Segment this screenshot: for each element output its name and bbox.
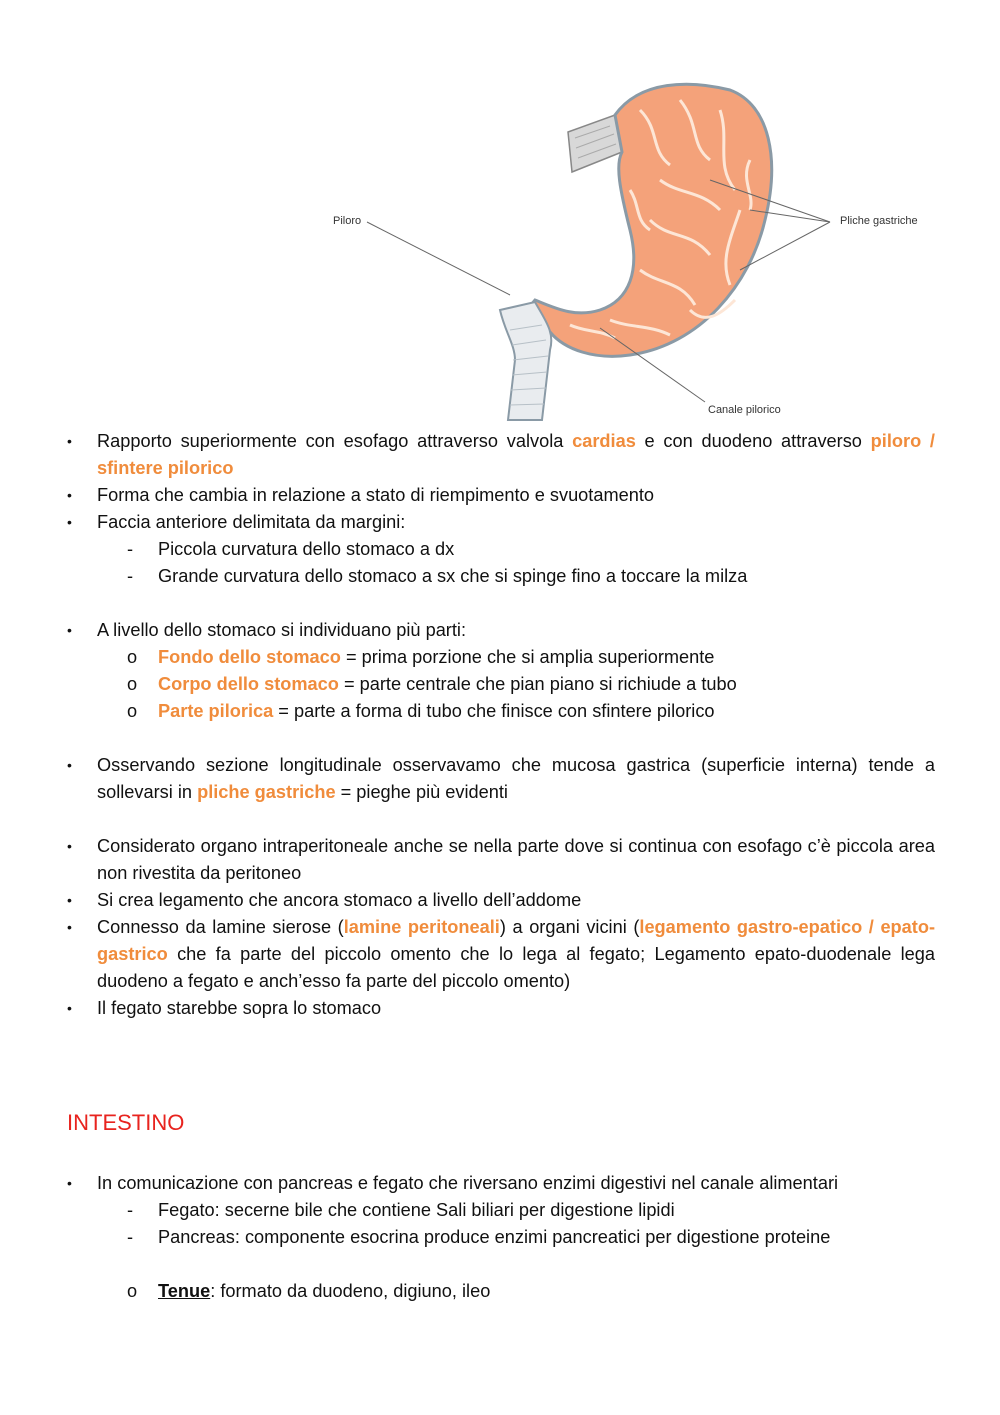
stomach-figure [310,70,950,430]
bullet-icon: • [67,838,72,854]
stomach-notes [67,428,935,1022]
sub-list-item: o Tenue: formato da duodeno, digiuno, ileo [67,1278,935,1305]
bullet-icon: • [67,433,72,449]
dash-icon: - [127,566,134,586]
label-canale-pilorico: Canale pilorico [708,404,781,416]
list-item: • Si crea legamento che ancora stomaco a livello dell’addome [67,887,935,914]
term-legamento-gastro-epatico: legamento gastro-epatico / epato-gastrico [97,917,936,964]
intestine-notes [67,1170,935,1305]
bullet-icon: • [67,1175,72,1191]
bullet-icon: • [67,622,72,638]
sub-list-item: - Grande curvatura dello stomaco a sx che si spinge fino a toccare la milza [67,563,935,590]
label-pliche-gastriche: Pliche gastriche [840,215,918,227]
sub-list-item: - Fegato: secerne bile che contiene Sali biliari per digestione lipidi [67,1197,935,1224]
list-item: • Faccia anteriore delimitata da margini: [67,509,935,536]
sub-list-item: o Parte pilorica = parte a forma di tubo che finisce con sfintere pilorico [67,698,935,725]
term-tenue: Tenue [158,1281,211,1301]
section-heading-intestino: INTESTINO [67,1110,185,1135]
bullet-icon: • [67,487,72,503]
sub-list-item: - Pancreas: componente esocrina produce enzimi pancreatici per digestione proteine [67,1224,935,1251]
list-item: • Osservando sezione longitudinale osservavamo che mucosa gastrica (superficie interna) tende a sollevarsi in pliche gastriche = pieghe più evidenti [67,752,935,806]
dash-icon: - [127,1227,134,1247]
list-item: • Rapporto superiormente con esofago attraverso valvola cardias e con duodeno attraverso piloro / sfintere pilorico [67,428,935,482]
list-item: • Forma che cambia in relazione a stato di riempimento e svuotamento [67,482,935,509]
list-item: • A livello dello stomaco si individuano più parti: [67,617,935,644]
stomach-illustration [310,70,950,430]
stomach-shape [520,84,772,356]
bullet-icon: • [67,514,72,530]
label-piloro: Piloro [333,215,362,227]
dash-icon: - [127,1200,134,1220]
circle-icon: o [127,647,138,667]
list-item: • Considerato organo intraperitoneale anche se nella parte dove si continua con esofago c’è piccola area non rivestita da peritoneo [67,833,935,887]
bullet-icon: • [67,757,72,773]
term-lamine-peritoneali: lamine peritoneali [343,917,500,937]
term-cardias: cardias [572,431,636,451]
sub-list-item: o Fondo dello stomaco = prima porzione che si amplia superiormente [67,644,935,671]
term-pliche-gastriche: pliche gastriche [197,782,336,802]
term-piloro: piloro / sfintere pilorico [97,431,935,478]
bullet-icon: • [67,919,72,935]
circle-icon: o [127,701,138,721]
esophagus-shape [568,115,622,172]
circle-icon: o [127,674,138,694]
list-item: • Connesso da lamine sierose (lamine peritoneali) a organi vicini (legamento gastro-epatico / epato-gastrico che fa parte del piccolo omento che lo lega al fegato; Legamento epato-duodenale lega duodeno a fegato e anch’esso fa parte del piccolo omento) [67,914,935,995]
sub-list-item: - Piccola curvatura dello stomaco a dx [67,536,935,563]
circle-icon: o [127,1281,138,1301]
sub-list-item: o Corpo dello stomaco = parte centrale che pian piano si richiude a tubo [67,671,935,698]
bullet-icon: • [67,1000,72,1016]
dash-icon: - [127,539,134,559]
list-item: • Il fegato starebbe sopra lo stomaco [67,995,935,1022]
duodenum-shape [500,302,551,420]
bullet-icon: • [67,892,72,908]
list-item: • In comunicazione con pancreas e fegato che riversano enzimi digestivi nel canale alimentari [67,1170,935,1197]
